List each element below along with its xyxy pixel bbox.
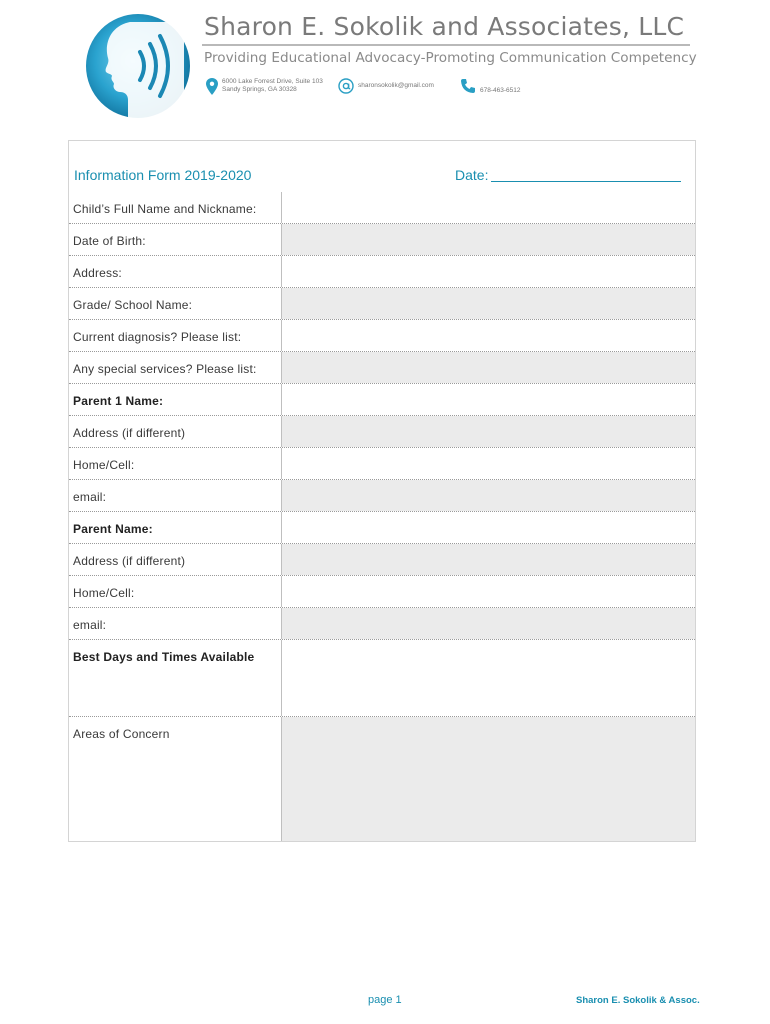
form-row (69, 512, 695, 544)
form-row (69, 224, 695, 256)
contact-email (338, 78, 434, 94)
field-input[interactable] (282, 320, 695, 351)
date-field[interactable] (455, 167, 681, 183)
page-number: page 1 (368, 994, 402, 1006)
field-label: Best Days and Times Available (69, 640, 282, 716)
field-label: Any special services? Please list: (69, 352, 282, 383)
email-address: sharonsokolik@gmail.com (358, 82, 434, 89)
field-label: Child’s Full Name and Nickname: (69, 192, 282, 223)
information-form (68, 140, 696, 842)
field-input[interactable] (282, 512, 695, 543)
date-input-line[interactable] (491, 181, 681, 182)
field-input[interactable] (282, 288, 695, 319)
phone-icon (460, 78, 476, 94)
date-label: Date: (455, 167, 489, 183)
field-input[interactable] (282, 480, 695, 511)
field-input[interactable] (282, 576, 695, 607)
field-input[interactable] (282, 448, 695, 479)
form-row (69, 256, 695, 288)
form-row (69, 717, 695, 841)
form-row (69, 544, 695, 576)
company-tagline: Providing Educational Advocacy-Promoting Communication Competency (204, 50, 697, 66)
field-input[interactable] (282, 608, 695, 639)
field-label: Date of Birth: (69, 224, 282, 255)
form-title: Information Form 2019-2020 (74, 167, 252, 183)
form-grid (69, 192, 695, 841)
field-input[interactable] (282, 352, 695, 383)
field-input[interactable] (282, 544, 695, 575)
field-label: Areas of Concern (69, 717, 282, 841)
footer-firm-name: Sharon E. Sokolik & Assoc. (576, 995, 700, 1006)
company-logo (80, 8, 196, 124)
field-input[interactable] (282, 224, 695, 255)
field-label: Parent Name: (69, 512, 282, 543)
field-label: Address (if different) (69, 544, 282, 575)
form-row (69, 352, 695, 384)
field-label: email: (69, 608, 282, 639)
form-row (69, 384, 695, 416)
field-input[interactable] (282, 416, 695, 447)
field-label: Parent 1 Name: (69, 384, 282, 415)
address-line-1: 6000 Lake Forrest Drive, Suite 103 (222, 78, 323, 85)
field-label: Address (if different) (69, 416, 282, 447)
form-row (69, 608, 695, 640)
company-name: Sharon E. Sokolik and Associates, LLC (204, 12, 685, 41)
form-row (69, 416, 695, 448)
map-pin-icon (206, 78, 218, 96)
field-label: email: (69, 480, 282, 511)
form-row (69, 320, 695, 352)
phone-number: 678-463-6512 (480, 87, 521, 94)
form-row (69, 288, 695, 320)
contact-phone (460, 78, 520, 95)
header-divider (202, 44, 690, 46)
form-row (69, 640, 695, 717)
form-row (69, 448, 695, 480)
form-row (69, 480, 695, 512)
at-sign-icon (338, 78, 354, 94)
field-label: Grade/ School Name: (69, 288, 282, 319)
field-label: Home/Cell: (69, 448, 282, 479)
field-label: Home/Cell: (69, 576, 282, 607)
field-input[interactable] (282, 256, 695, 287)
address-line-2: Sandy Springs, GA 30328 (222, 86, 297, 93)
field-input[interactable] (282, 384, 695, 415)
form-row (69, 576, 695, 608)
form-row (69, 192, 695, 224)
field-label: Current diagnosis? Please list: (69, 320, 282, 351)
field-input[interactable] (282, 640, 695, 716)
field-input[interactable] (282, 717, 695, 841)
field-input[interactable] (282, 192, 695, 223)
field-label: Address: (69, 256, 282, 287)
contact-address (206, 78, 323, 96)
